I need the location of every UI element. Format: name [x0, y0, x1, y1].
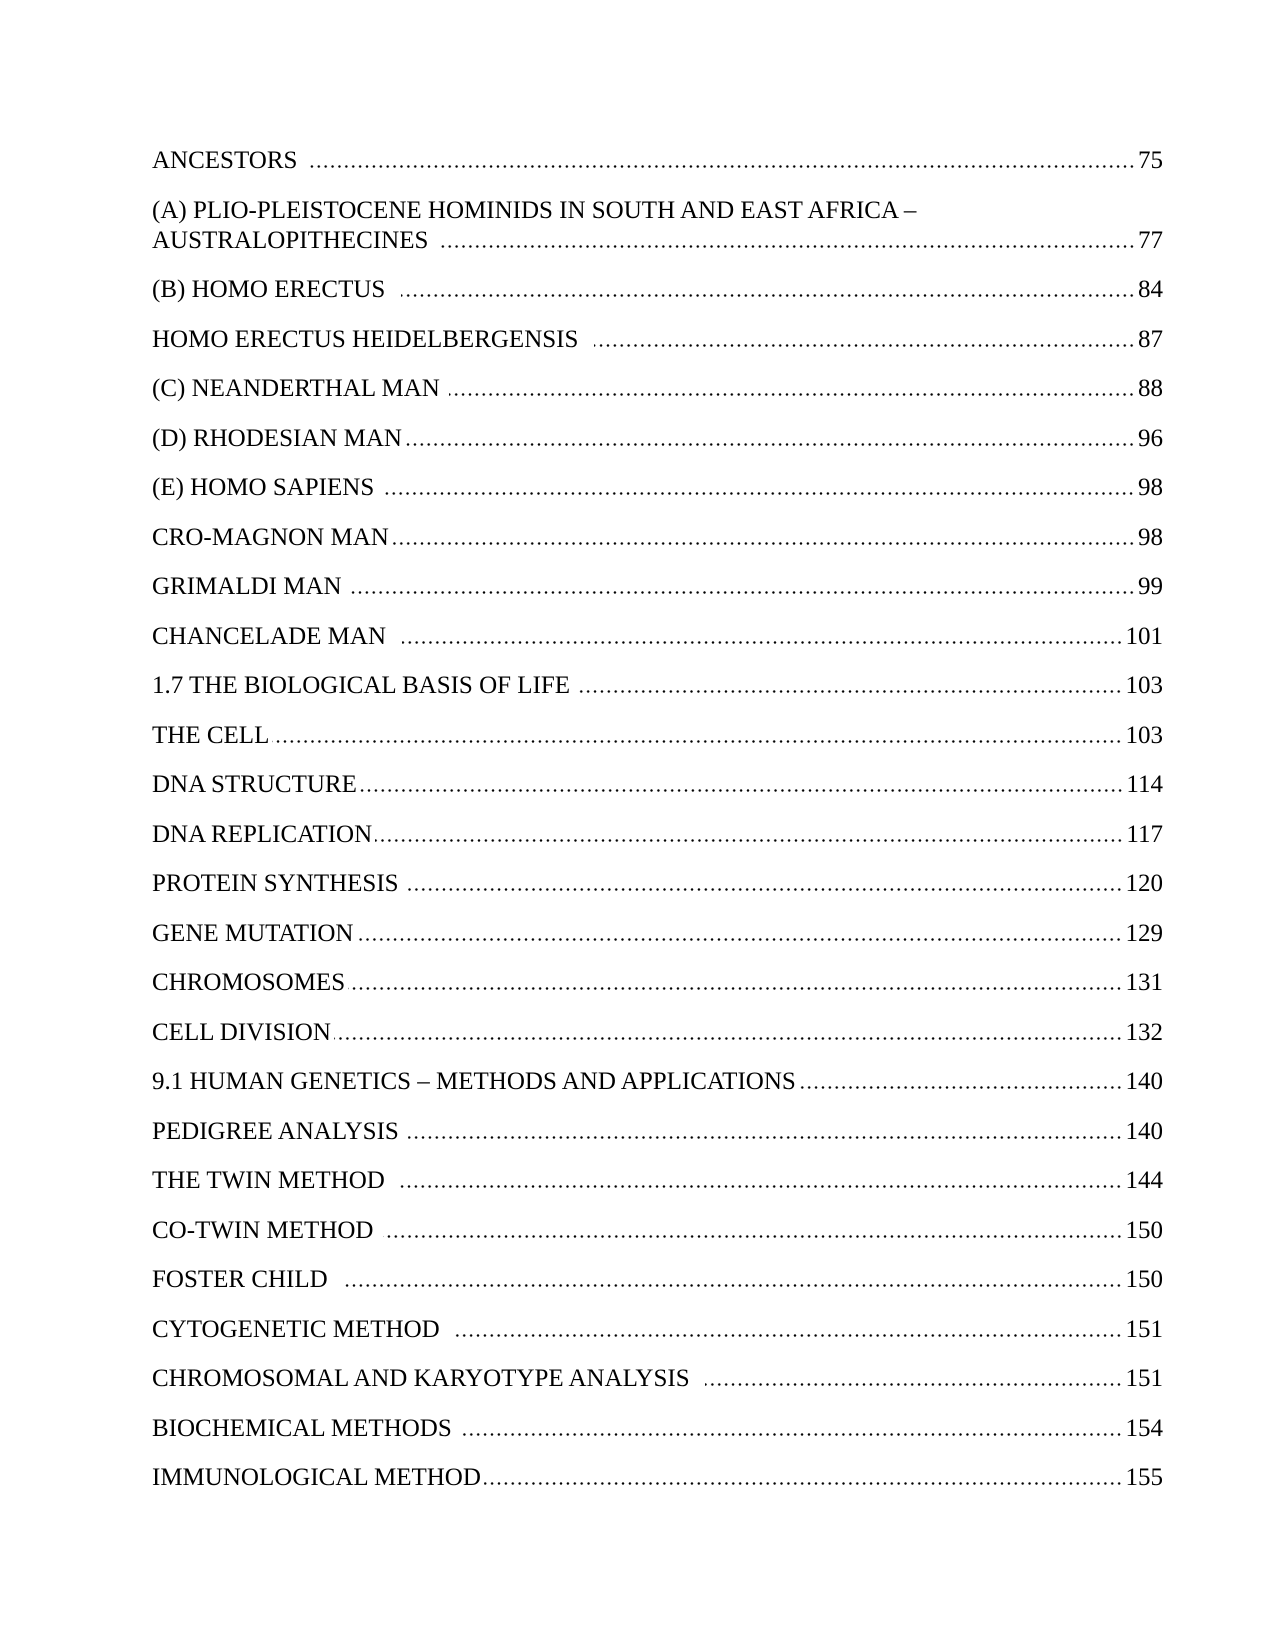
toc-entry-main-line — [152, 671, 1163, 701]
toc-entry-main-line — [152, 721, 1163, 751]
toc-entry — [152, 572, 1163, 602]
toc-entry — [152, 721, 1163, 751]
toc-entry-main-line — [152, 424, 1163, 454]
toc-entry-label: BIOCHEMICAL METHODS — [152, 1414, 459, 1442]
toc-dot-leader — [269, 721, 1125, 751]
toc-entry-main-line — [152, 1364, 1163, 1394]
toc-entry-label: CHROMOSOMAL AND KARYOTYPE ANALYSIS — [152, 1365, 703, 1392]
toc-entry-label: (C) NEANDERTHAL MAN — [152, 375, 447, 402]
toc-entry-main-line — [152, 869, 1163, 899]
toc-dot-leader — [702, 1364, 1125, 1394]
toc-entry-label: GRIMALDI MAN — [152, 573, 348, 600]
toc-entry — [152, 1117, 1163, 1147]
toc-entry-main-line — [152, 523, 1163, 553]
toc-page-number: 87 — [1138, 325, 1163, 353]
toc-page-number: 132 — [1125, 1018, 1163, 1046]
toc-entry-main-line — [152, 622, 1163, 652]
toc-entry — [152, 325, 1163, 355]
toc-entry — [152, 1414, 1163, 1444]
toc-entry — [152, 1265, 1163, 1295]
toc-entry-main-line — [152, 275, 1163, 305]
toc-dot-leader — [399, 622, 1126, 652]
toc-entry-label: 9.1 HUMAN GENETICS – METHODS AND APPLICATIONS — [152, 1068, 796, 1095]
toc-dot-leader — [796, 1067, 1126, 1097]
toc-dot-leader — [405, 869, 1126, 899]
toc-dot-leader — [397, 1166, 1125, 1196]
toc-entry-label: (B) HOMO ERECTUS — [152, 276, 398, 303]
toc-page-number: 129 — [1125, 919, 1163, 947]
toc-page-number: 99 — [1138, 573, 1163, 600]
toc-entry — [152, 671, 1163, 701]
toc-page-number: 114 — [1126, 771, 1163, 798]
toc-page-number: 151 — [1125, 1365, 1163, 1392]
toc-dot-leader — [389, 523, 1138, 553]
toc-entry — [152, 919, 1163, 949]
toc-dot-leader — [304, 146, 1138, 176]
toc-entry-label: AUSTRALOPITHECINES — [152, 226, 435, 254]
toc-entry — [152, 1067, 1163, 1097]
toc-dot-leader — [446, 374, 1138, 404]
toc-dot-leader — [357, 770, 1127, 800]
toc-entry-label: DNA STRUCTURE — [152, 771, 357, 798]
toc-dot-leader — [481, 1463, 1126, 1493]
toc-entry — [152, 473, 1163, 503]
toc-entry-label: CRO-MAGNON MAN — [152, 523, 389, 551]
toc-entry-main-line — [152, 1463, 1163, 1493]
toc-entry-main-line — [152, 473, 1163, 503]
toc-entry-label: ANCESTORS — [152, 147, 304, 174]
toc-page-number: 154 — [1125, 1414, 1163, 1442]
toc-entry — [152, 1216, 1163, 1246]
toc-entry-label: CELL DIVISION — [152, 1018, 331, 1046]
toc-dot-leader — [458, 1414, 1125, 1444]
toc-page-number: 151 — [1125, 1315, 1163, 1343]
toc-entry-main-line — [152, 770, 1163, 800]
toc-entry — [152, 374, 1163, 404]
toc-dot-leader — [380, 1216, 1126, 1246]
toc-page-number: 150 — [1125, 1266, 1163, 1293]
toc-entry-label: DNA REPLICATION — [152, 820, 373, 848]
toc-page-number: 98 — [1138, 523, 1163, 551]
toc-dot-leader — [380, 473, 1138, 503]
toc-dot-leader — [402, 424, 1138, 454]
toc-dot-leader — [345, 968, 1125, 998]
toc-entry — [152, 1166, 1163, 1196]
toc-entry-main-line — [152, 919, 1163, 949]
toc-entry-label: IMMUNOLOGICAL METHOD — [152, 1464, 481, 1491]
toc-entry-label: CHANCELADE MAN — [152, 622, 399, 650]
toc-entry — [152, 523, 1163, 553]
toc-page-number: 84 — [1138, 276, 1163, 303]
toc-entry — [152, 869, 1163, 899]
toc-dot-leader — [405, 1117, 1125, 1147]
toc-entry-label: CHROMOSOMES — [152, 969, 346, 996]
toc-page-number: 117 — [1126, 820, 1163, 848]
toc-entry-label: PEDIGREE ANALYSIS — [152, 1117, 406, 1145]
toc-page-number: 140 — [1125, 1068, 1163, 1095]
toc-entry-label: (E) HOMO SAPIENS — [152, 474, 381, 501]
toc-entry — [152, 1364, 1163, 1394]
toc-entry-main-line — [152, 325, 1163, 355]
toc-entry-label: HOMO ERECTUS HEIDELBERGENSIS — [152, 325, 591, 353]
toc-entry-label: FOSTER CHILD — [152, 1266, 341, 1293]
toc-entry — [152, 820, 1163, 850]
toc-dot-leader — [353, 919, 1125, 949]
toc-entry — [152, 424, 1163, 454]
toc-entry — [152, 275, 1163, 305]
toc-dot-leader — [435, 226, 1138, 256]
toc-entry — [152, 1463, 1163, 1493]
toc-dot-leader — [372, 820, 1126, 850]
toc-entry-main-line — [152, 226, 1163, 256]
toc-entry — [152, 196, 1163, 256]
toc-entry-main-line — [152, 146, 1163, 176]
toc-entry — [152, 622, 1163, 652]
toc-entry-main-line — [152, 1265, 1163, 1295]
toc-entry-text-line1: (A) PLIO-PLEISTOCENE HOMINIDS IN SOUTH AND EAST AFRICA – — [152, 196, 917, 224]
toc-entry-label: THE CELL — [152, 721, 270, 749]
toc-list — [152, 146, 1163, 1513]
toc-entry-label: CYTOGENETIC METHOD — [152, 1315, 453, 1343]
toc-entry — [152, 968, 1163, 998]
toc-page-number: 98 — [1138, 474, 1163, 501]
toc-dot-leader — [348, 572, 1138, 602]
toc-entry-label: PROTEIN SYNTHESIS — [152, 870, 405, 897]
toc-page-number: 101 — [1125, 622, 1163, 650]
toc-entry-main-line — [152, 1216, 1163, 1246]
toc-entry-main-line — [152, 1414, 1163, 1444]
toc-page-number: 103 — [1125, 721, 1163, 749]
toc-entry-main-line — [152, 374, 1163, 404]
toc-entry-main-line — [152, 1315, 1163, 1345]
toc-page-number: 88 — [1138, 375, 1163, 402]
toc-page-number: 140 — [1125, 1117, 1163, 1145]
toc-entry-main-line — [152, 1067, 1163, 1097]
toc-page-number: 120 — [1125, 870, 1163, 897]
toc-entry-main-line — [152, 820, 1163, 850]
toc-dot-leader — [576, 671, 1125, 701]
toc-entry-label: 1.7 THE BIOLOGICAL BASIS OF LIFE — [152, 672, 577, 699]
toc-page-number: 131 — [1125, 969, 1163, 996]
toc-page-number: 96 — [1138, 424, 1163, 452]
toc-dot-leader — [398, 275, 1138, 305]
toc-entry — [152, 1018, 1163, 1048]
toc-entry-main-line — [152, 1117, 1163, 1147]
toc-page-number: 103 — [1125, 672, 1163, 699]
toc-page-number: 75 — [1138, 147, 1163, 174]
toc-dot-leader — [591, 325, 1138, 355]
toc-page-number: 155 — [1125, 1464, 1163, 1491]
toc-entry — [152, 1315, 1163, 1345]
toc-entry-label: (D) RHODESIAN MAN — [152, 424, 402, 452]
toc-entry-label: GENE MUTATION — [152, 919, 354, 947]
toc-page-number: 150 — [1125, 1216, 1163, 1244]
toc-dot-leader — [331, 1018, 1126, 1048]
toc-entry-main-line — [152, 572, 1163, 602]
toc-dot-leader — [340, 1265, 1125, 1295]
toc-entry-label: CO-TWIN METHOD — [152, 1216, 380, 1244]
toc-dot-leader — [452, 1315, 1125, 1345]
toc-entry-label: THE TWIN METHOD — [152, 1167, 398, 1194]
toc-entry-main-line — [152, 1018, 1163, 1048]
toc-page-number: 144 — [1125, 1167, 1163, 1194]
toc-page-number: 77 — [1138, 226, 1163, 254]
toc-entry — [152, 770, 1163, 800]
toc-entry-main-line — [152, 1166, 1163, 1196]
toc-entry — [152, 146, 1163, 176]
toc-entry-main-line — [152, 968, 1163, 998]
